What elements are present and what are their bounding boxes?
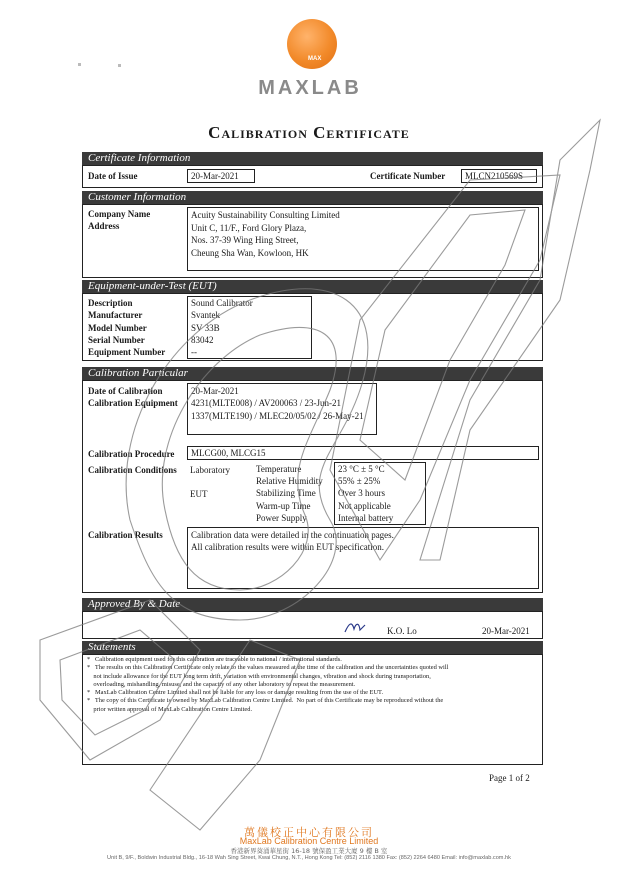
customer-line: Nos. 37-39 Wing Hing Street, xyxy=(191,235,299,245)
calibration-results-box xyxy=(187,527,539,589)
cond-value: Internal battery xyxy=(338,512,394,523)
section-header-statements: Statements xyxy=(82,641,543,654)
cond-name: Warm-up Time xyxy=(256,500,311,511)
signature-mark xyxy=(343,619,369,635)
customer-line: Cheung Sha Wan, Kowloon, HK xyxy=(191,247,309,258)
cert-number-value: MLCN210569S xyxy=(461,169,537,183)
calibration-date-value: 20-Mar-2021 xyxy=(191,386,239,396)
cond-name: Relative Humidity xyxy=(256,476,323,487)
customer-line: Unit C, 11/F., Ford Glory Plaza, xyxy=(191,222,307,233)
logo-brand: MAXLAB xyxy=(258,77,362,99)
eut-label: Model Number xyxy=(88,322,147,333)
calibration-equipment-label: Calibration Equipment xyxy=(88,398,178,408)
date-of-calibration-label: Date of Calibration xyxy=(88,386,163,396)
footer-company-en: MaxLab Calibration Centre Limited xyxy=(239,836,379,846)
cond-value: Not applicable xyxy=(338,500,391,511)
date-of-issue-label: Date of Issue xyxy=(88,171,138,181)
section-header-eut: Equipment-under-Test (EUT) xyxy=(82,280,543,293)
results-line: Calibration data were detailed in the continuation pages. xyxy=(191,530,394,540)
date-of-issue-value: 20-Mar-2021 xyxy=(187,169,255,183)
eut-value: Svantek xyxy=(191,310,220,321)
cond-names xyxy=(256,463,323,524)
statement-line: not include allowance for the EUT long term drift, variation with environmental changes, vibration and shock during transportation, xyxy=(87,672,431,680)
logo-badge: MAX xyxy=(308,56,322,62)
statement-line: * The copy of this Certificate is owned by MaxLab Calibration Centre Limited. No part of this Certificate may be reproduced without the xyxy=(87,697,444,705)
calibration-conditions-label: Calibration Conditions xyxy=(88,465,177,475)
calibration-results-label: Calibration Results xyxy=(88,530,163,540)
section-header-certificate: Certificate Information xyxy=(82,152,543,165)
cond-value: 55% ± 25% xyxy=(338,476,381,487)
eut-label: Equipment Number xyxy=(88,347,166,358)
scan-dot xyxy=(78,63,81,66)
eut-label: Description xyxy=(88,298,133,308)
section-certificate xyxy=(82,165,543,188)
calibration-equipment-box xyxy=(187,383,377,435)
section-eut xyxy=(82,293,543,361)
eut-value: Sound Calibrator xyxy=(191,298,253,308)
eut-value: 83042 xyxy=(191,334,214,345)
customer-line: Acuity Sustainability Consulting Limited xyxy=(191,210,340,220)
eut-label: Serial Number xyxy=(88,334,145,345)
address-label: Address xyxy=(88,221,120,231)
approved-date: 20-Mar-2021 xyxy=(482,626,530,636)
statement-line: * MaxLab Calibration Centre Limited shall not be liable for any loss or damage resulting from the use of the EUT. xyxy=(87,689,384,697)
cert-number-label: Certificate Number xyxy=(370,171,446,181)
statement-line: * Calibration equipment used for this calibration are traceable to national / international standards. xyxy=(87,656,342,663)
section-header-calibration: Calibration Particular xyxy=(82,367,543,380)
cond-name: Stabilizing Time xyxy=(256,488,316,499)
company-label: Company Name xyxy=(88,209,151,219)
cond-group-eut: EUT xyxy=(190,489,208,499)
calibration-procedure-label: Calibration Procedure xyxy=(88,449,175,459)
section-statements xyxy=(82,654,543,765)
cond-value: Over 3 hours xyxy=(338,488,385,499)
eut-labels xyxy=(88,297,165,358)
footer-address-en: Unit B, 9/F., Boldwin Industrial Bldg., 16-18 Wah Sing Street, Kwai Chung, N.T., Hong Kong Tel: (852) 2116 1380 Fax: (852) 2264 6480 Email: info@maxlab.com.hk xyxy=(107,855,511,861)
cond-value: 23 °C ± 5 °C xyxy=(338,464,385,474)
statement-line: overloading, mishandling, misuse, and the capacity of any other laboratory to repeat the measurement. xyxy=(87,680,356,688)
section-customer xyxy=(82,204,543,278)
eut-value: SV 33B xyxy=(191,322,220,333)
statement-line: prior written approval of MaxLab Calibration Centre Limited. xyxy=(87,705,253,713)
page-title: Calibration Certificate xyxy=(208,123,410,142)
customer-box xyxy=(187,207,539,271)
section-approved xyxy=(82,611,543,639)
cond-name: Temperature xyxy=(256,464,302,474)
eut-label: Manufacturer xyxy=(88,310,143,321)
statement-line: * The results on this Calibration Certificate only relate to the values measured at the time of the calibration and the uncertainties quoted will xyxy=(87,664,449,672)
cond-group-laboratory: Laboratory xyxy=(190,465,230,475)
footer-address-cn: 香港新界葵涌華星街 16-18 號保盈工業大廈 9 樓 B 室 xyxy=(230,847,388,855)
section-header-customer: Customer Information xyxy=(82,191,543,204)
approver-name: K.O. Lo xyxy=(387,626,417,636)
footer-company-cn: 萬儀校正中心有限公司 xyxy=(244,826,374,839)
equipment-line: 4231(MLTE008) / AV200063 / 23-Jun-21 xyxy=(191,398,342,409)
eut-value: -- xyxy=(191,347,197,358)
results-line: All calibration results were within EUT specification. xyxy=(191,542,385,552)
section-header-approved: Approved By & Date xyxy=(82,598,543,611)
calibration-procedure-value: MLCG00, MLCG15 xyxy=(187,446,539,460)
equipment-line: 1337(MLTE190) / MLEC20/05/02 / 26-May-21 xyxy=(191,410,364,421)
cond-values-box xyxy=(334,462,426,525)
section-calibration xyxy=(82,380,543,593)
scan-dot xyxy=(118,64,121,67)
page-number: Page 1 of 2 xyxy=(489,773,530,783)
eut-values-box xyxy=(187,296,312,359)
cond-name: Power Supply xyxy=(256,512,307,523)
